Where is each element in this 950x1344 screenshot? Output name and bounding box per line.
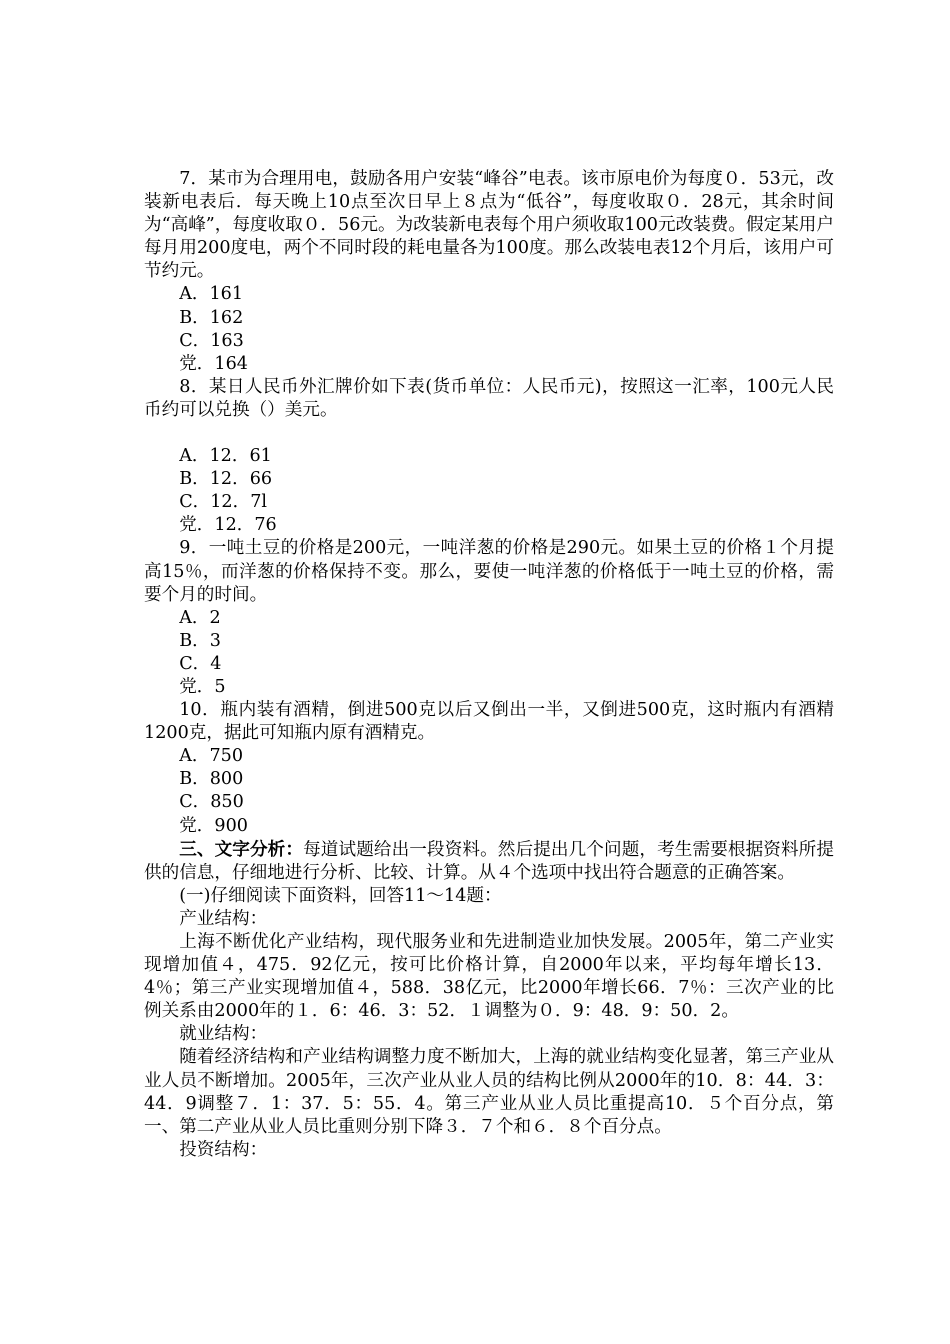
question-10-option-b: B．800 bbox=[179, 769, 244, 790]
question-9-option-d: 党．5 bbox=[179, 676, 226, 697]
question-8-option-a: A．12．61 bbox=[179, 446, 272, 467]
question-9-option-b: B．3 bbox=[179, 630, 221, 651]
group-1-intro: (一)仔细阅读下面资料，回答11～14题： bbox=[179, 885, 502, 906]
section-3-heading: 三、文字分析： bbox=[179, 838, 304, 860]
question-9-option-a: A．2 bbox=[179, 607, 221, 628]
employment-structure-text: 随着经济结构和产业结构调整力度不断加大，上海的就业结构变化显著，第三产业从业人员不断增加。2005年，三次产业从业人员的结构比例从2000年的10．8：44．3：44．9调整７．1：37．5：55．4。第三产业从业人员比重提高10．５个百分点，第一、第二产业从业人员比重则分别下降３．７个和６．８个百分点。 bbox=[144, 1047, 834, 1137]
question-9-stem: 9．一吨土豆的价格是200元，一吨洋葱的价格是290元。如果土豆的价格１个月提高15％，而洋葱的价格保持不变。那么，要使一吨洋葱的价格低于一吨土豆的价格，需要个月的时间。 bbox=[144, 538, 834, 605]
document-body bbox=[144, 168, 834, 1162]
section-3-paragraph bbox=[144, 838, 834, 885]
question-10-option-a: A．750 bbox=[179, 746, 244, 767]
question-8-option-b: B．12．66 bbox=[179, 469, 273, 490]
question-7-stem: 7．某市为合理用电，鼓励各用户安装“峰谷”电表。该市原电价为每度０．53元，改装新电表后．每天晚上10点至次日早上８点为“低谷”，每度收取０．28元，其余时间为“高峰”，每度收取０．56元。为改装新电表每个用户须收取100元改装费。假定某用户每月用200度电，两个不同时段的耗电量各为100度。那么改装电表12个月后，该用户可节约元。 bbox=[144, 169, 834, 282]
question-10-option-c: C．850 bbox=[179, 792, 244, 813]
section-3-text: 每道试题给出一段资料。然后提出几个问题，考生需要根据资料所提供的信息，仔细地进行分析、比较、计算。从４个选项中找出符合题意的正确答案。 bbox=[144, 839, 834, 883]
question-10-option-d: 党．900 bbox=[179, 815, 248, 836]
question-10-stem: 10．瓶内装有酒精，倒进500克以后又倒出一半，又倒进500克，这时瓶内有酒精1200克，据此可知瓶内原有酒精克。 bbox=[144, 700, 834, 744]
question-8-option-c: C．12．7l bbox=[179, 492, 268, 513]
industry-structure-heading: 产业结构： bbox=[179, 908, 268, 929]
industry-structure-text: 上海不断优化产业结构，现代服务业和先进制造业加快发展。2005年，第二产业实现增加值４，475．92亿元，按可比价格计算，自2000年以来，平均每年增长13．4％；第三产业实现增加值４，588．38亿元，比2000年增长66．7％：三次产业的比例关系由2000年的１．6：46．3：52．１调整为０．9：48．9：50．2。 bbox=[144, 932, 834, 1022]
question-7-option-b: B．162 bbox=[179, 307, 244, 328]
question-7-option-d: 党．164 bbox=[179, 353, 248, 374]
question-9-option-c: C．4 bbox=[179, 653, 222, 674]
question-7-option-a: A．161 bbox=[179, 284, 244, 305]
question-8-option-d: 党．12．76 bbox=[179, 515, 277, 536]
investment-structure-heading: 投资结构： bbox=[179, 1139, 268, 1160]
question-7-option-c: C．163 bbox=[179, 330, 244, 351]
employment-structure-heading: 就业结构： bbox=[179, 1024, 268, 1045]
question-8-stem: 8．某日人民币外汇牌价如下表(货币单位：人民币元)，按照这一汇率，100元人民币约可以兑换（）美元。 bbox=[144, 376, 834, 420]
blank-spacer bbox=[144, 422, 834, 445]
